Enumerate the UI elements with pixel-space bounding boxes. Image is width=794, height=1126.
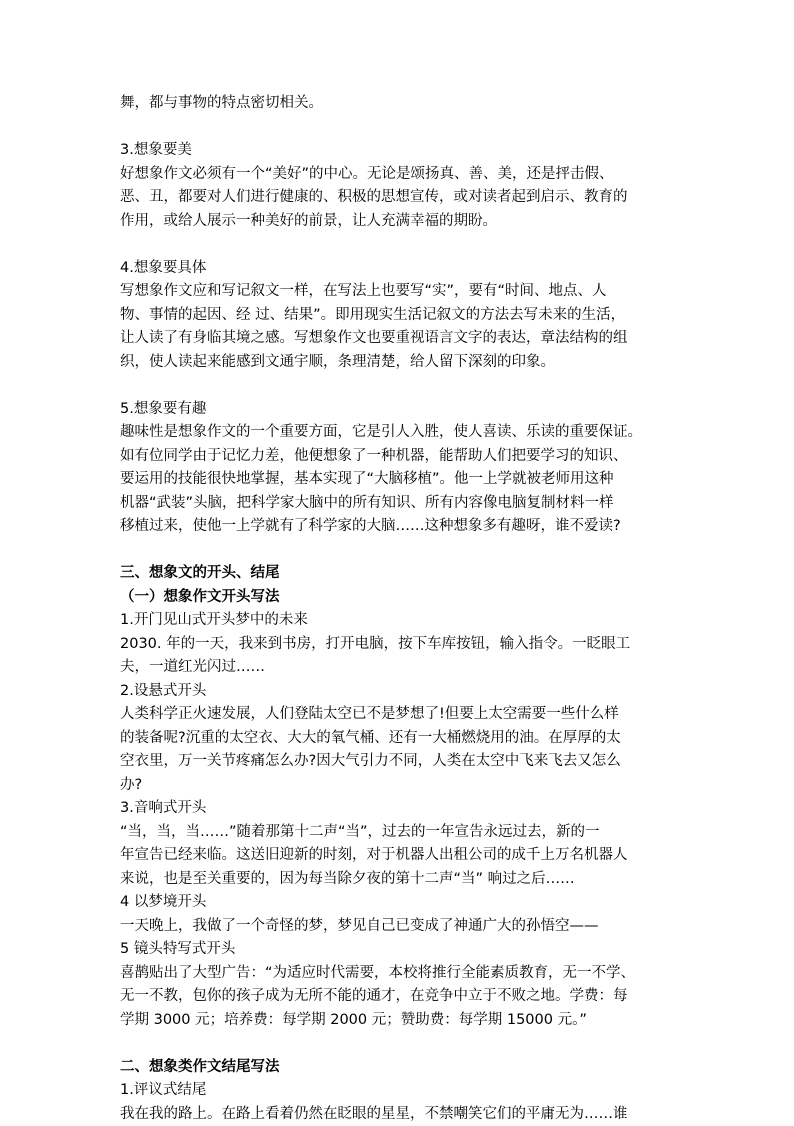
- blank-line: [120, 233, 680, 257]
- section-heading: 5 镜头特写式开头: [120, 938, 680, 962]
- paragraph-line: 办?: [120, 774, 680, 798]
- chapter-heading: 二、想象类作文结尾写法: [120, 1056, 680, 1080]
- paragraph-line: 要运用的技能很快地掌握，基本实现了“大脑移植”。他一上学就被老师用这种: [120, 468, 680, 492]
- chapter-heading: 三、想象文的开头、结尾: [120, 562, 680, 586]
- document-page: [120, 92, 680, 1126]
- paragraph-line: “当，当，当……”随着那第十二声“当”，过去的一年宣告永远过去，新的一: [120, 821, 680, 845]
- section-heading: 1.评议式结尾: [120, 1079, 680, 1103]
- paragraph-line: 好想象作文必须有一个“美好”的中心。无论是颂扬真、善、美，还是抨击假、: [120, 163, 680, 187]
- paragraph-line: 移植过来，使他一上学就有了科学家的大脑……这种想象多有趣呀，谁不爱读?: [120, 515, 680, 539]
- paragraph-line: 我在我的路上。在路上看着仍然在眨眼的星星，不禁嘲笑它们的平庸无为……谁: [120, 1103, 680, 1126]
- paragraph-line: 机器“武装”头脑，把科学家大脑中的所有知识、所有内容像电脑复制材料一样: [120, 492, 680, 516]
- paragraph-line: 人类科学正火速发展，人们登陆太空已不是梦想了!但要上太空需要一些什么样: [120, 703, 680, 727]
- paragraph-line: 写想象作文应和写记叙文一样，在写法上也要写“实”，要有“时间、地点、人: [120, 280, 680, 304]
- paragraph-line: 2030. 年的一天，我来到书房，打开电脑，按下车库按钮，输入指令。一眨眼工: [120, 633, 680, 657]
- section-heading: 5.想象要有趣: [120, 398, 680, 422]
- paragraph-line: 的装备呢?沉重的太空衣、大大的氧气桶、还有一大桶燃烧用的油。在厚厚的太: [120, 727, 680, 751]
- paragraph-line: 一天晚上，我做了一个奇怪的梦，梦见自己已变成了神通广大的孙悟空——: [120, 915, 680, 939]
- section-heading: 1.开门见山式开头梦中的未来: [120, 609, 680, 633]
- blank-line: [120, 116, 680, 140]
- paragraph-line: 舞，都与事物的特点密切相关。: [120, 92, 680, 116]
- paragraph-line: 作用，或给人展示一种美好的前景，让人充满幸福的期盼。: [120, 210, 680, 234]
- paragraph-line: 无一不教，包你的孩子成为无所不能的通才，在竞争中立于不败之地。学费：每: [120, 985, 680, 1009]
- section-heading: 4 以梦境开头: [120, 891, 680, 915]
- paragraph-line: 年宣告已经来临。这送旧迎新的时刻，对于机器人出租公司的成千上万名机器人: [120, 844, 680, 868]
- section-heading: 3.音响式开头: [120, 797, 680, 821]
- paragraph-line: 如有位同学由于记忆力差，他便想象了一种机器，能帮助人们把要学习的知识、: [120, 445, 680, 469]
- section-heading: 4.想象要具体: [120, 257, 680, 281]
- paragraph-line: 夫，一道红光闪过……: [120, 656, 680, 680]
- paragraph-line: 空衣里，万一关节疼痛怎么办?因大气引力不同，人类在太空中飞来飞去又怎么: [120, 750, 680, 774]
- section-heading: 2.设悬式开头: [120, 680, 680, 704]
- paragraph-line: 物、事情的起因、经 过、结果”。即用现实生活记叙文的方法去写未来的生活，: [120, 304, 680, 328]
- paragraph-line: 喜鹊贴出了大型广告：“为适应时代需要，本校将推行全能素质教育，无一不学、: [120, 962, 680, 986]
- paragraph-line: 让人读了有身临其境之感。写想象作文也要重视语言文字的表达，章法结构的组: [120, 327, 680, 351]
- blank-line: [120, 1032, 680, 1056]
- section-heading: 3.想象要美: [120, 139, 680, 163]
- blank-line: [120, 539, 680, 563]
- paragraph-line: 来说，也是至关重要的，因为每当除夕夜的第十二声“当” 响过之后……: [120, 868, 680, 892]
- paragraph-line: 恶、丑，都要对人们进行健康的、积极的思想宣传，或对读者起到启示、教育的: [120, 186, 680, 210]
- paragraph-line: 趣味性是想象作文的一个重要方面，它是引人入胜，使人喜读、乐读的重要保证。: [120, 421, 680, 445]
- paragraph-line: 学期 3000 元；培养费：每学期 2000 元；赞助费：每学期 15000 元。”: [120, 1009, 680, 1033]
- blank-line: [120, 374, 680, 398]
- subchapter-heading: （一）想象作文开头写法: [120, 586, 680, 610]
- paragraph-line: 织，使人读起来能感到文通宇顺，条理清楚，给人留下深刻的印象。: [120, 351, 680, 375]
